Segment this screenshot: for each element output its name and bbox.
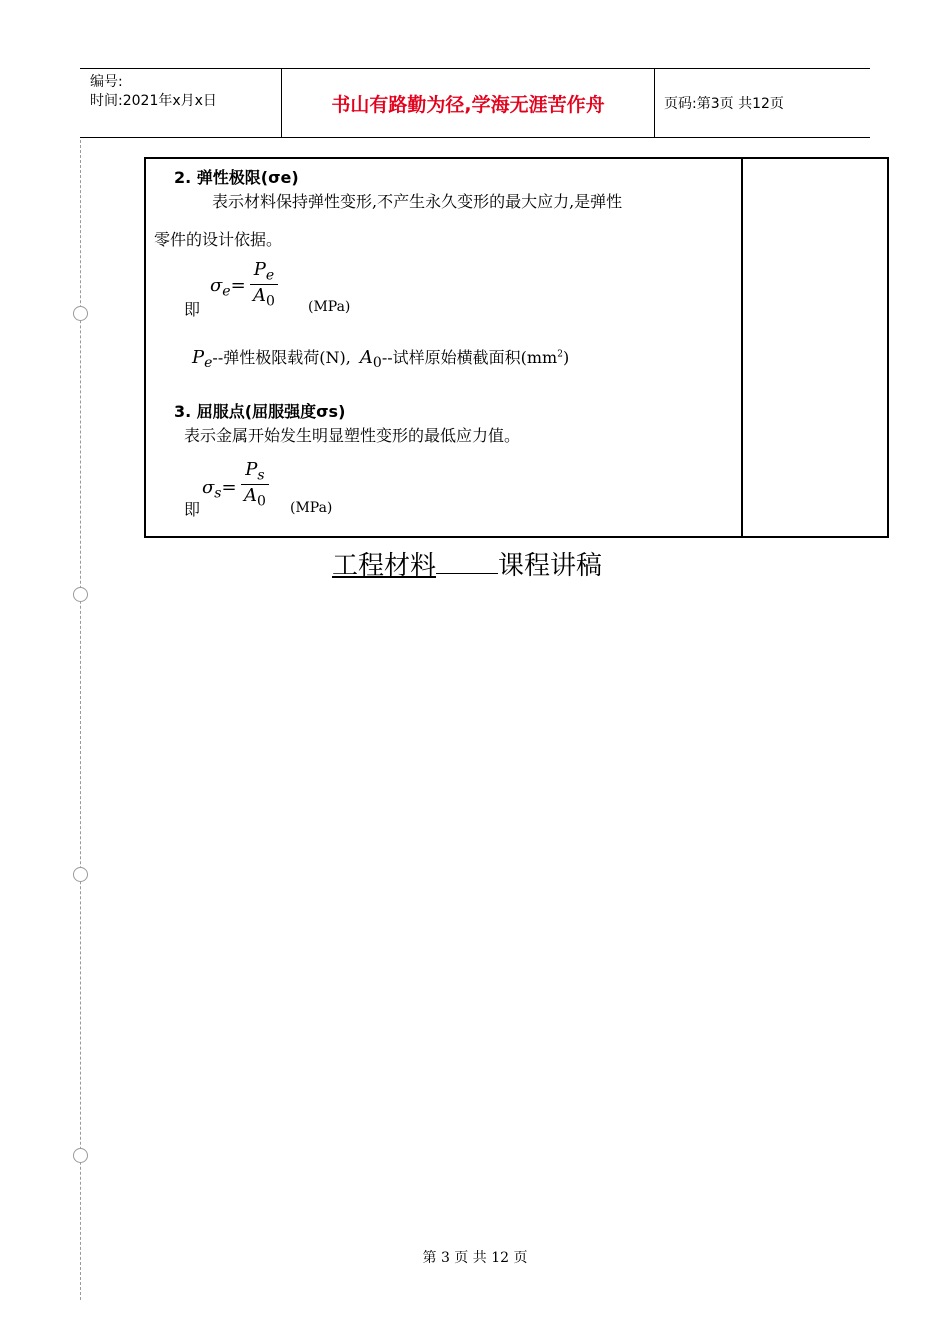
binding-hole-icon bbox=[73, 1148, 88, 1163]
paragraph-line: 表示材料保持弹性变形,不产生永久变形的最大应力,是弹性 bbox=[212, 192, 623, 211]
binding-hole-icon bbox=[73, 306, 88, 321]
course-title: 工程材料 课程讲稿 bbox=[332, 551, 603, 581]
unit-label: (MPa) bbox=[308, 299, 351, 315]
content-table bbox=[144, 157, 889, 538]
formula-sigma-e: $\sigma_e=$ bbox=[210, 275, 246, 300]
header-divider bbox=[654, 69, 655, 137]
binding-hole-icon bbox=[73, 867, 88, 882]
serial-label: 编号: bbox=[90, 74, 123, 90]
ji-label: 即 bbox=[184, 300, 201, 319]
column-divider bbox=[741, 159, 743, 536]
page-label: 页码:第3页 共12页 bbox=[664, 96, 784, 112]
time-label: 时间:2021年x月x日 bbox=[90, 93, 217, 109]
section-heading: 2. 弹性极限(σe) bbox=[174, 168, 299, 187]
page-header bbox=[80, 68, 870, 138]
page-footer: 第 3 页 共 12 页 bbox=[422, 1250, 528, 1266]
paragraph-line: 表示金属开始发生明显塑性变形的最低应力值。 bbox=[184, 426, 521, 445]
header-meta bbox=[80, 69, 281, 137]
formula-sigma-s: $\sigma_s=$ bbox=[202, 477, 237, 502]
header-motto: 书山有路勤为径,学海无涯苦作舟 bbox=[331, 93, 605, 116]
ji-label: 即 bbox=[184, 500, 201, 519]
definition-line: $P_e--$弹性极限载荷(N), $A_0--$试样原始横截面积$(mm^2)$ bbox=[192, 347, 570, 372]
section-heading: 3. 屈服点(屈服强度σs) bbox=[174, 402, 346, 421]
paragraph-line: 零件的设计依据。 bbox=[154, 230, 283, 249]
fraction: $\frac{P_e}{A_0}$ bbox=[250, 259, 278, 309]
blank-underline bbox=[436, 549, 498, 574]
binding-hole-icon bbox=[73, 587, 88, 602]
fraction: $\frac{P_s}{A_0}$ bbox=[241, 459, 269, 509]
unit-label: (MPa) bbox=[290, 500, 333, 516]
